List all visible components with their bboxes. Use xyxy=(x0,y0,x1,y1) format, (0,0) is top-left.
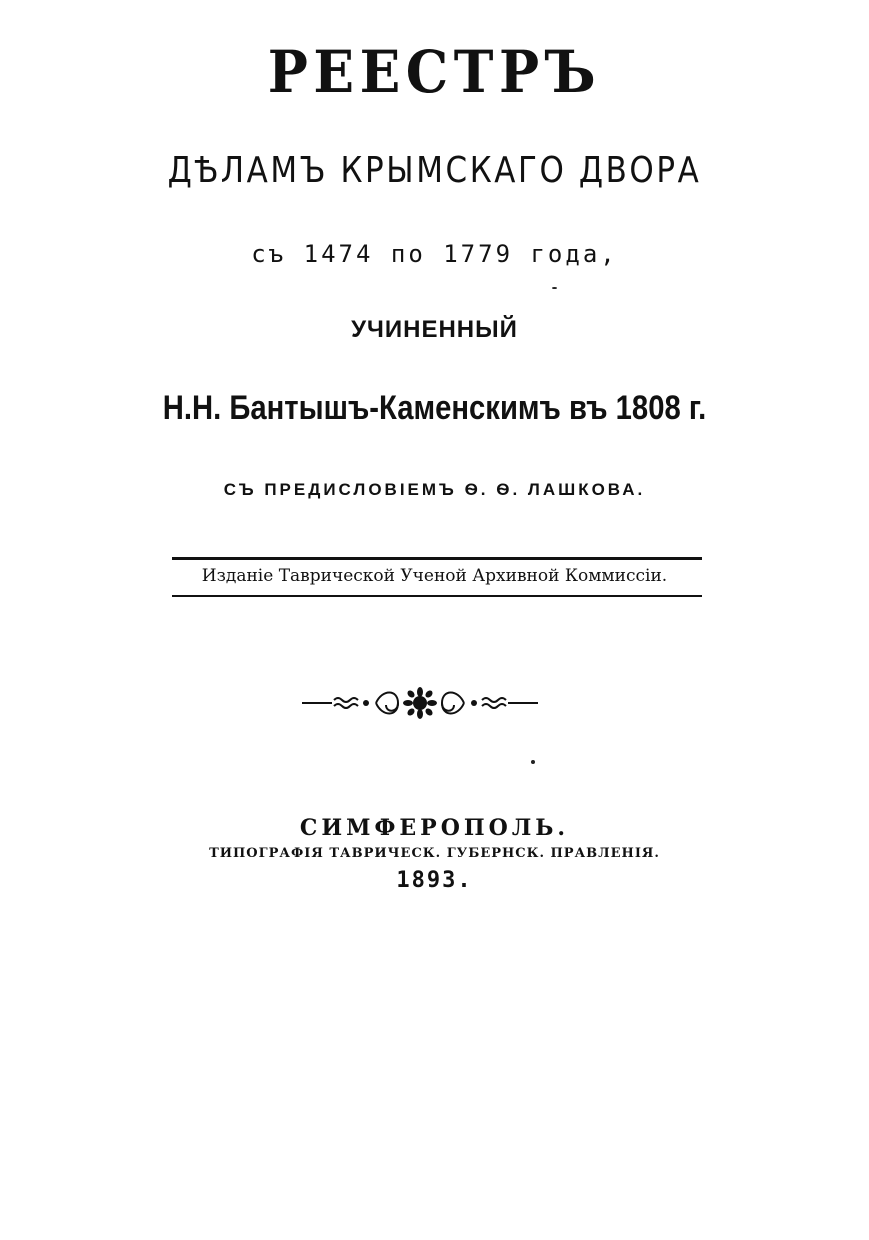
compiled-label: УЧИНЕННЫЙ xyxy=(351,316,518,343)
imprint-year: 1893. xyxy=(396,868,473,893)
imprint-printer: ТИПОГРАФІЯ ТАВРИЧЕСК. ГУБЕРНСК. ПРАВЛЕНІЯ. xyxy=(209,846,660,861)
bottom-divider-rule xyxy=(172,595,702,597)
book-subtitle: ДѢЛАМЪ КРЫМСКАГО ДВОРА xyxy=(167,150,702,191)
date-range: съ 1474 по 1779 года, xyxy=(251,240,618,268)
book-title: РЕЕСТРЪ xyxy=(267,38,602,106)
top-divider-rule xyxy=(172,557,702,560)
ink-speck xyxy=(552,287,557,289)
author-line: Н.Н. Бантышъ-Каменскимъ въ 1808 г. xyxy=(162,389,707,427)
floral-ornament-icon xyxy=(300,686,540,720)
imprint-city: СИМФЕРОПОЛЬ. xyxy=(299,815,570,841)
preface-line: СЪ ПРЕДИСЛОВІЕМЪ Ѳ. Ѳ. ЛАШКОВА. xyxy=(223,480,646,499)
ink-speck xyxy=(531,760,535,764)
edition-line: Изданіе Таврической Ученой Архивной Коммиссіи. xyxy=(201,566,668,586)
